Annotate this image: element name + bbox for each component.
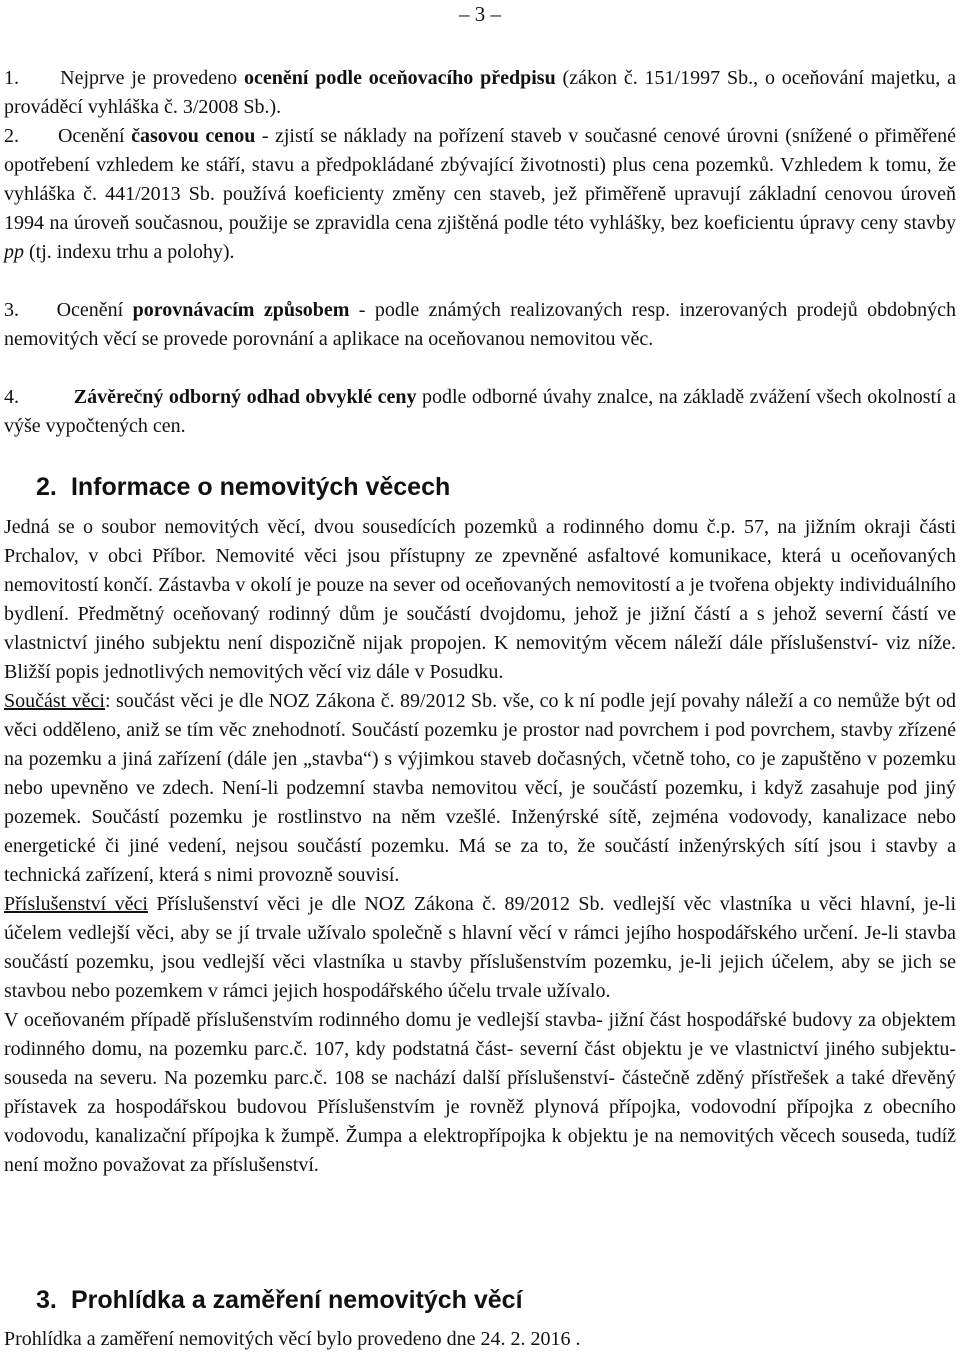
section-2-body (4, 513, 956, 1180)
method-item-4: 4. Závěrečný odborný odhad obvyklé ceny podle odborné úvahy znalce, na základě zvážení všech okolností a výše vypočtených cen. (4, 386, 957, 437)
section-2-heading (36, 472, 450, 502)
method-number: 2. (4, 125, 19, 147)
method-item-2: 2. Ocenění časovou cenou - zjistí se náklady na pořízení staveb v současné cenové úrovni (snížené o přiměřené opotřebení vzhledem ke stáří, stavu a předpokládané zbývající životnosti) plus cena pozemků. Vzhledem k tomu, že vyhláška č. 441/2013 Sb. používá koeficienty změny cen staveb, jež přiměřeně upravují základní cenovou úroveň 1994 na úroveň současnou, použije se zpravidla cena zjištěná podle této vyhlášky, bez koeficientu úpravy ceny stavby pp (tj. indexu trhu a polohy). (4, 125, 956, 263)
prislusenstvi-paragraph: Příslušenství věci Příslušenství věci je dle NOZ Zákona č. 89/2012 Sb. vedlejší věc vlastníka u věci hlavní, je-li účelem vedlejší věci, aby se jí trvale užívalo společně s hlavní věcí v rámci jejího hospodářského určení. Je-li stavba součástí pozemku, jsou vedlejší věci vlastníka u stavby příslušenstvím pozemku, je-li jejich účelem, aby se jich se stavbou nebo pozemkem v rámci jejich hospodářského účelu trvale užívalo. (4, 893, 956, 1002)
method-number: 4. (4, 386, 19, 408)
intro-paragraph: Jedná se o soubor nemovitých věcí, dvou sousedících pozemků a rodinného domu č.p. 57, na jižním okraji části Prchalov, v obci Příbor. Nemovité věci jsou přístupny ze zpevněné asfaltové komunikace, která u oceňovaných nemovitostí končí. Zástavba v okolí je pouze na sever od oceňovaných nemovitostí a je tvořena objekty individuálního bydlení. Předmětný oceňovaný rodinný dům je součástí dvojdomu, jehož je jižní částí a s jehož severní částí ve vlastnictví jiného subjektu není dispozičně nijak propojen. K nemovitým věcem náleží dále příslušenství- viz níže. Bližší popis jednotlivých nemovitých věcí viz dále v Posudku. (4, 516, 956, 683)
method-name: časovou cenou (131, 125, 256, 147)
method-number: 3. (4, 299, 19, 321)
soucast-paragraph: Součást věci: součást věci je dle NOZ Zákona č. 89/2012 Sb. vše, co k ní podle její povahy náleží a co nemůže být od věci odděleno, aniž se tím věc znehodnotí. Součástí pozemku je prostor nad povrchem i pod povrchem, stavby zřízené na pozemku a jiná zařízení (dále jen „stavba“) s výjimkou staveb dočasných, včetně toho, co je zapuštěno v pozemku nebo upevněno ve zdech. Není-li podzemní stavba nemovitou věcí, je součástí pozemku, i když zasahuje pod jiný pozemek. Součástí pozemku je rostlinstvo na něm vzešlé. Inženýrské sítě, zejména vodovody, kanalizace nebo energetické či jiné vedení, nejsou součástí pozemku. Má se za to, že součástí inženýrských sítí jsou i stavby a technická zařízení, která s nimi provozně souvisí. (4, 690, 956, 886)
method-number: 1. (4, 67, 19, 89)
method-name: ocenění podle oceňovacího předpisu (243, 67, 556, 89)
method-name: porovnávacím způsobem (132, 299, 350, 321)
section-3-heading (36, 1285, 523, 1315)
method-name: Závěrečný odborný odhad obvyklé ceny (73, 386, 417, 408)
method-item-1: 1. Nejprve je provedeno ocenění podle oceňovacího předpisu (zákon č. 151/1997 Sb., o oceňování majetku, a prováděcí vyhláška č. 3/2008 Sb.). (4, 67, 956, 118)
section-number: 2. (36, 473, 57, 501)
section-title: Prohlídka a zaměření nemovitých věcí (70, 1286, 523, 1314)
prislusenstvi-label: Příslušenství věci (4, 893, 148, 915)
method-item-3: 3. Ocenění porovnávacím způsobem - podle známých realizovaných resp. inzerovaných prodejů obdobných nemovitých věcí se provede porovnání a aplikace na oceňovanou nemovitou věc. (4, 299, 956, 350)
section-title: Informace o nemovitých věcech (70, 473, 451, 501)
section-number: 3. (36, 1286, 57, 1314)
page-number: – 3 – (459, 2, 501, 26)
inspection-paragraph: Prohlídka a zaměření nemovitých věcí bylo provedeno dne 24. 2. 2016 . (4, 1328, 581, 1350)
soucast-label: Součást věci (4, 690, 105, 712)
section-3-body (4, 1325, 956, 1354)
coefficient-symbol: pp (4, 241, 24, 263)
closing-paragraph: V oceňovaném případě příslušenstvím rodinného domu je vedlejší stavba- jižní část hospodářské budovy za objektem rodinného domu, na pozemku parc.č. 107, kdy podstatná část- severní část objektu je ve vlastnictví jiného subjektu- souseda na severu. Na pozemku parc.č. 108 se nachází další příslušenství- částečně zděný přístřešek a také dřevěný přístavek za hospodářskou budovou Příslušenstvím je rovněž plynová přípojka, vodovodní přípojka z obecního vodovodu, kanalizační přípojka k žumpě. Žumpa a elektropřípojka k objektu je na nemovitých věcech souseda, tudíž není možno považovat za příslušenství. (4, 1009, 956, 1176)
